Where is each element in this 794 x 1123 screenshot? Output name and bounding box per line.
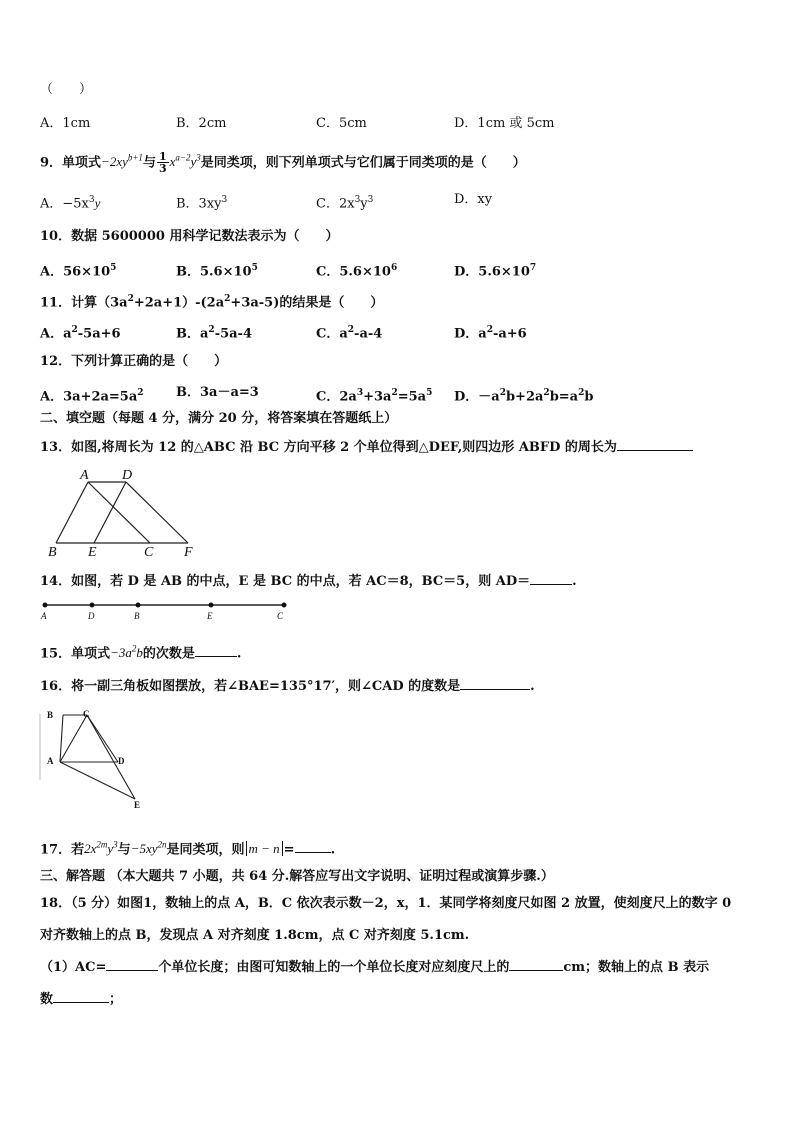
q15-period: . — [236, 646, 242, 662]
q17-mid: 与 — [117, 842, 131, 858]
q18-semicolon: ； — [109, 992, 123, 1007]
q17-e2-sup: 2n — [157, 840, 167, 850]
fig14-point-e — [209, 603, 214, 608]
q17-pre: 17．若 — [40, 842, 85, 858]
q12-option-c — [316, 385, 432, 405]
q9-a-tail: y — [94, 195, 101, 211]
q11-b-tail: -5a-4 — [214, 326, 252, 342]
q9-frac-den: 3 — [158, 162, 167, 176]
q10-b-exp: 5 — [251, 263, 258, 273]
q12-d-e1: 2 — [499, 388, 506, 398]
fig13-label-e: E — [88, 545, 97, 560]
fig13-line-ac — [88, 482, 150, 543]
q10-d-text: D．5.6×10 — [454, 264, 530, 280]
q16-stem — [40, 677, 535, 695]
q12-d-3: b=a — [549, 389, 579, 405]
q11-d-exp: 2 — [486, 325, 493, 335]
q17-e1-y: y — [107, 841, 114, 857]
q9-c-exp1: 3 — [354, 195, 361, 205]
fig14-number-line — [38, 598, 292, 624]
q11-b-text: B．a — [176, 326, 209, 342]
q17-expr1 — [84, 841, 118, 856]
q11-option-a — [40, 322, 121, 342]
fig14-label-a: A — [41, 611, 47, 621]
q9-option-b — [176, 192, 227, 212]
q18-ac-blank[interactable] — [106, 958, 158, 971]
q10-c-text: C．5.6×10 — [316, 264, 391, 280]
q11-option-d — [454, 322, 527, 342]
q17-e1-sup: 2m — [96, 840, 108, 850]
q10-a-exp: 5 — [110, 263, 117, 273]
q9-mid: 与 — [142, 155, 156, 171]
q12-d-e3: 2 — [578, 388, 585, 398]
q11-c-exp: 2 — [347, 325, 355, 335]
q11-c-text: C．a — [316, 326, 348, 342]
q10-d-exp: 7 — [529, 263, 537, 273]
q11-c-tail: -a-4 — [354, 326, 383, 342]
fig16-label-b: B — [47, 710, 54, 720]
q17-period: . — [330, 842, 336, 858]
q12-option-a — [40, 385, 144, 405]
fig16-label-d: D — [118, 756, 125, 766]
fig16-line-ac — [60, 715, 87, 762]
q9-exp2: a−2 — [175, 153, 191, 163]
continued-question-paren: （ ） — [40, 82, 93, 97]
q9-expr1 — [101, 154, 143, 169]
q10-option-c — [316, 260, 397, 280]
q14-answer-blank[interactable] — [530, 572, 572, 585]
q10-stem: 10．数据 5600000 用科学记数法表示为（ ） — [40, 229, 339, 244]
q18-ac-label: （1）AC= — [40, 960, 107, 975]
fig14-point-d — [90, 603, 95, 608]
q11-a-tail: -5a+6 — [77, 326, 121, 342]
q9-fraction — [157, 151, 169, 174]
q10-option-b — [176, 260, 258, 280]
q12-c-e2: 2 — [391, 388, 398, 398]
q8-option-c: C．5cm — [316, 116, 367, 131]
q11-option-b — [176, 322, 252, 342]
q15-expr — [110, 645, 143, 660]
q17-eq: = — [283, 842, 295, 858]
q18-line-1: 18．（5 分）如图1，数轴上的点 A，B．C 依次表示数－2，x，1．某同学将刻度尺如图 2 放置，使刻度尺上的数字 0 — [40, 896, 732, 911]
q18-cm-blank[interactable] — [509, 958, 563, 971]
fig14-label-c: C — [277, 611, 284, 621]
q9-a-text: A．−5x — [40, 196, 89, 212]
q9-frac-num: 1 — [158, 150, 167, 164]
q12-c-2: +3a — [363, 389, 392, 405]
q9-option-a — [40, 192, 100, 212]
q11-d-text: D．a — [454, 326, 487, 342]
fig16-line-ab — [60, 715, 63, 762]
q11-a-exp: 2 — [71, 325, 78, 335]
q18-number-label: 数 — [40, 992, 54, 1007]
q9-c-text: C．2x — [316, 196, 355, 212]
q17-stem — [40, 837, 335, 858]
q13-answer-blank[interactable] — [617, 438, 693, 451]
q17-e1: 2x — [84, 841, 97, 857]
q17-e1-y-sup: 3 — [113, 840, 118, 850]
q12-stem: 12．下列计算正确的是（ ） — [40, 354, 228, 369]
q9-a-exp: 3 — [88, 195, 95, 205]
q18-b-blank[interactable] — [53, 990, 109, 1003]
q15-exp: 2 — [131, 644, 137, 654]
q11-m1: +2a+1）-(2a — [133, 295, 225, 311]
q8-option-b: B．2cm — [176, 116, 227, 131]
q12-c-1: C．2a — [316, 389, 357, 405]
q11-option-c — [316, 322, 382, 342]
q12-d-2: b+2a — [505, 389, 544, 405]
q13-text: 13．如图,将周长为 12 的△ABC 沿 BC 方向平移 2 个单位得到△DEF,则四边形 ABFD 的周长为 — [40, 440, 617, 455]
fig14-label-e: E — [207, 611, 213, 621]
q12-c-3: =5a — [397, 389, 427, 405]
q17-post: 是同类项，则 — [166, 842, 245, 858]
fig13-label-c: C — [144, 545, 154, 560]
fig16-line-ae — [60, 762, 135, 799]
q18-line-2: 对齐数轴上的点 B，发现点 A 对齐刻度 1.8cm，点 C 对齐刻度 5.1cm. — [40, 928, 470, 943]
q15-pre: 15．单项式 — [40, 646, 111, 662]
fig13-label-a: A — [80, 468, 89, 483]
q10-c-exp: 6 — [390, 263, 398, 273]
q9-y: y — [190, 154, 197, 170]
q12-c-e1: 3 — [356, 388, 364, 398]
q17-abs: m − n — [246, 841, 283, 856]
fig16-label-c: C — [83, 709, 90, 719]
q9-c-exp2: 3 — [367, 195, 374, 205]
section-3-heading: 三、解答题 （本大题共 7 小题，共 64 分.解答应写出文字说明、证明过程或演算步骤.） — [40, 869, 554, 884]
fig14-label-d: D — [88, 611, 95, 621]
q12-d-1: D．－a — [454, 389, 500, 405]
q12-d-e2: 2 — [543, 388, 550, 398]
q14-period: . — [572, 574, 577, 589]
fig16-triangle-boards — [38, 706, 150, 812]
q10-a-text: A．56×10 — [40, 264, 111, 280]
q12-a-exp: 2 — [137, 388, 144, 398]
q9-pre: 9．单项式 — [40, 155, 102, 171]
q11-d-tail: -a+6 — [492, 326, 527, 342]
q9-c-y: y — [360, 196, 368, 212]
q18-unit-text: 个单位长度；由图可知数轴上的一个单位长度对应刻度尺上的 — [158, 960, 510, 975]
q9-x: x — [169, 154, 176, 170]
q10-b-text: B．5.6×10 — [176, 264, 252, 280]
q15-expr-text: −3a — [110, 645, 132, 661]
q9-b-text: B．3xy — [176, 196, 222, 212]
fig16-line-ce — [87, 715, 135, 799]
q15-tail: b — [136, 645, 143, 661]
fig13-line-ab — [56, 482, 88, 543]
q18-b-text: cm；数轴上的点 B 表示 — [563, 960, 710, 975]
fig13-label-d: D — [122, 468, 133, 483]
q9-stem — [40, 150, 526, 174]
fig14-point-b — [136, 603, 141, 608]
q11-a-text: A．a — [40, 326, 72, 342]
q12-option-d — [454, 385, 593, 405]
q9-post: 是同类项，则下列单项式与它们属于同类项的是（ ） — [200, 155, 526, 171]
q9-option-c — [316, 192, 373, 212]
q10-option-a — [40, 260, 116, 280]
fig16-label-e: E — [134, 800, 141, 810]
q17-answer-blank[interactable] — [295, 840, 331, 853]
q14-stem — [40, 572, 577, 590]
q9-exp3: 3 — [196, 153, 201, 163]
fig14-label-b: B — [134, 611, 140, 621]
q15-answer-blank[interactable] — [195, 644, 237, 657]
q13-stem — [40, 438, 693, 456]
q11-post: +3a-5)的结果是（ ） — [230, 295, 384, 311]
q18-line-4 — [40, 990, 122, 1008]
q11-pre: 11．计算（3a — [40, 295, 128, 311]
q11-b-exp: 2 — [208, 325, 215, 335]
q9-option-d: D．xy — [454, 192, 493, 207]
q15-post: 的次数是 — [142, 646, 195, 662]
q8-option-d: D．1cm 或 5cm — [454, 116, 555, 131]
q11-e2: 2 — [224, 294, 231, 304]
q9-b-exp: 3 — [221, 195, 228, 205]
q17-e2: −5xy — [130, 841, 158, 857]
q12-option-b: B．3a－a=3 — [176, 385, 259, 400]
q17-expr2 — [131, 841, 167, 856]
q12-a-text: A．3a+2a=5a — [40, 389, 138, 405]
q18-line-3 — [40, 958, 709, 976]
q16-text: 16．将一副三角板如图摆放，若∠BAE=135°17′，则∠CAD 的度数是 — [40, 679, 461, 694]
q11-stem — [40, 291, 383, 311]
q15-stem — [40, 641, 241, 662]
fig13-label-f: F — [184, 545, 193, 560]
q11-e1: 2 — [127, 294, 134, 304]
fig13-label-b: B — [48, 545, 57, 560]
q10-option-d — [454, 260, 536, 280]
q12-c-e3: 5 — [426, 388, 433, 398]
fig13-line-de — [94, 482, 126, 543]
q8-option-a: A．1cm — [40, 116, 91, 131]
fig14-point-c — [282, 603, 287, 608]
q9-exp1: b+1 — [127, 153, 143, 163]
fig13-translated-triangles — [42, 464, 202, 560]
q16-period: . — [530, 679, 535, 694]
q9-expr2 — [170, 154, 201, 169]
q16-answer-blank[interactable] — [460, 677, 530, 690]
section-2-heading: 二、填空题（每题 4 分，满分 20 分，将答案填在答题纸上） — [40, 411, 398, 426]
q9-expr1-text: −2xy — [101, 154, 128, 170]
q14-text: 14．如图，若 D 是 AB 的中点，E 是 BC 的中点，若 AC＝8，BC＝5，则 AD＝ — [40, 574, 531, 589]
fig13-line-df — [126, 482, 188, 543]
fig14-point-a — [43, 603, 48, 608]
q12-d-4: b — [584, 389, 594, 405]
fig16-label-a: A — [47, 756, 54, 766]
